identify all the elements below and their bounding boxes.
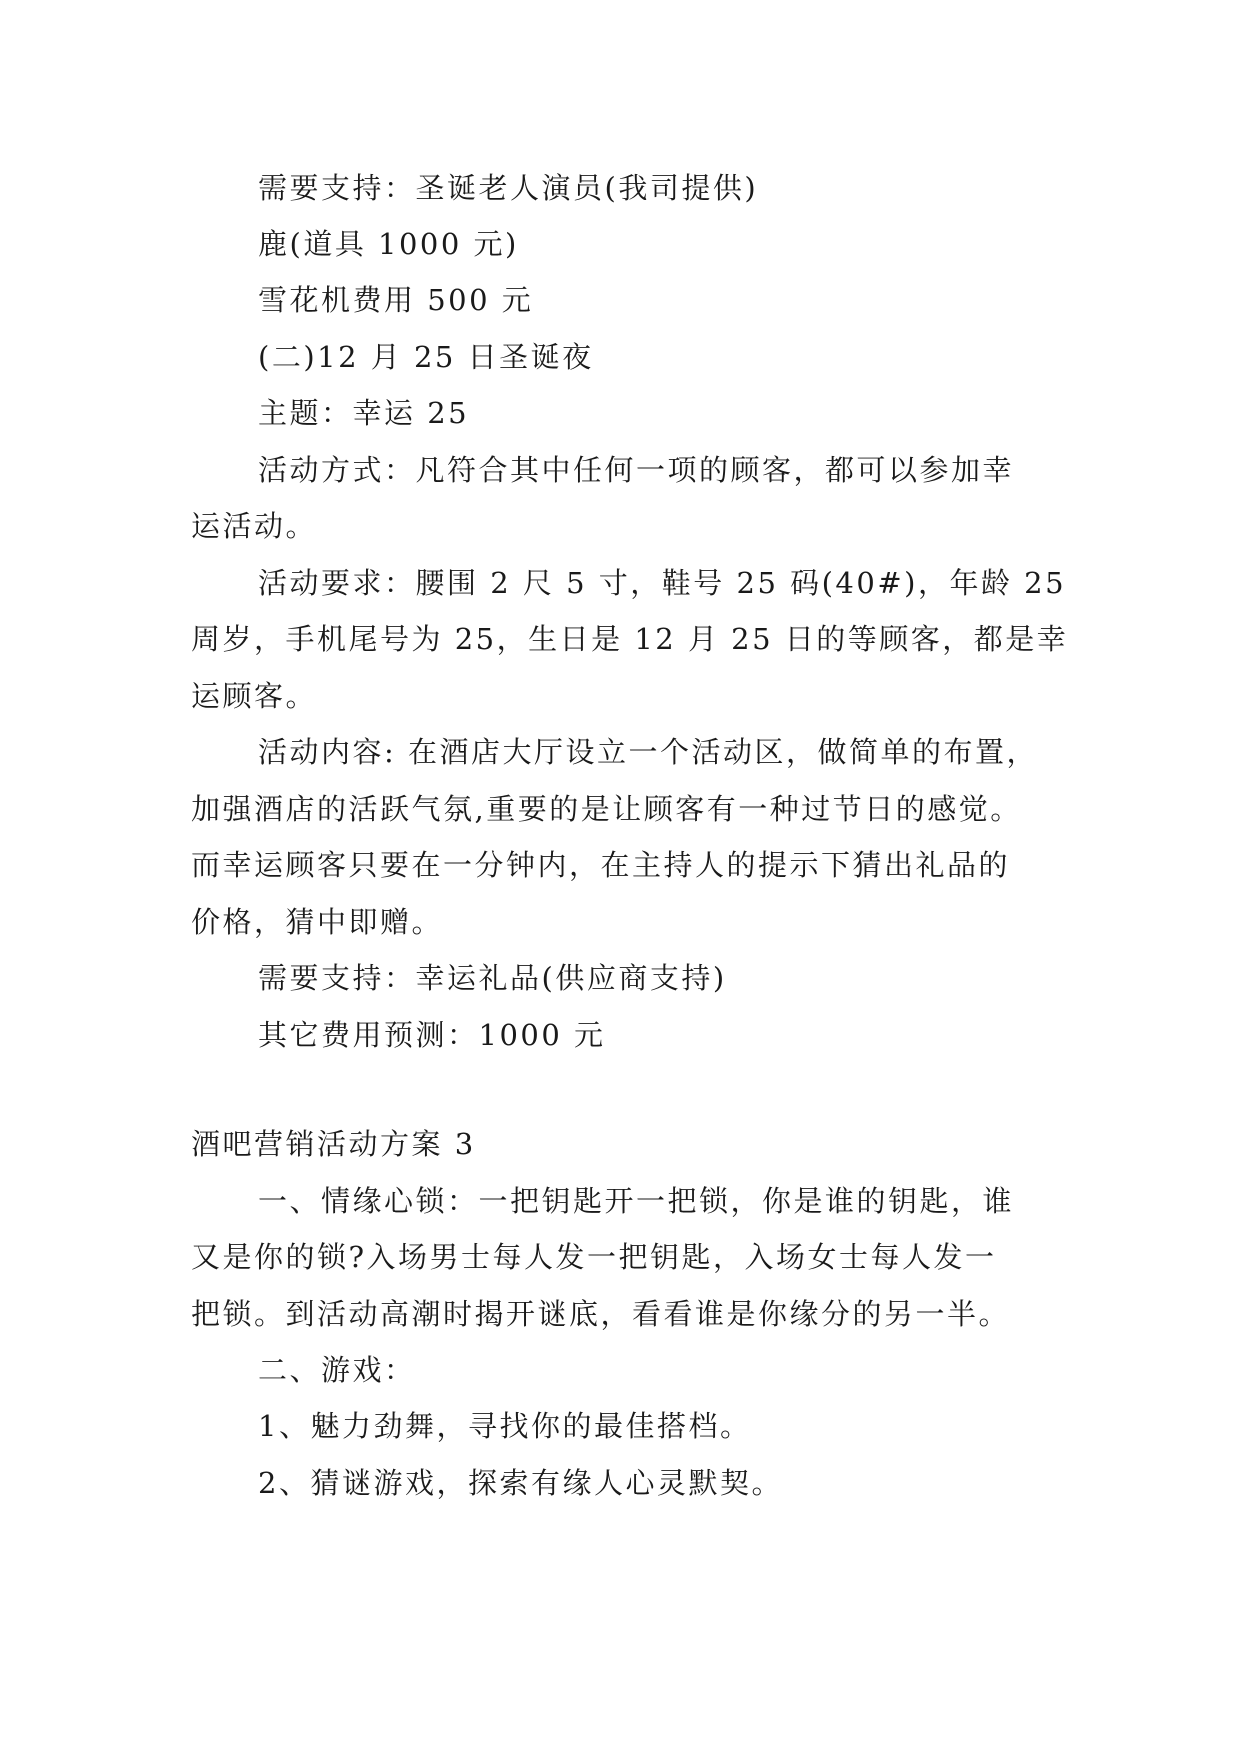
text-line: 需要支持：圣诞老人演员(我司提供) <box>258 171 759 205</box>
text-line: 主题：幸运 25 <box>258 396 470 430</box>
text-line: 周岁，手机尾号为 25，生日是 12 月 25 日的等顾客，都是幸 <box>191 622 1069 656</box>
text-line: 活动方式：凡符合其中任何一项的顾客，都可以参加幸 <box>258 453 1015 487</box>
text-line: 价格，猜中即赠。 <box>191 905 444 939</box>
text-line: 运顾客。 <box>191 679 318 713</box>
section-heading: 酒吧营销活动方案 3 <box>191 1127 476 1161</box>
text-line: 活动内容: 在酒店大厅设立一个活动区，做简单的布置， <box>258 735 1038 769</box>
text-line: 其它费用预测：1000 元 <box>258 1018 606 1052</box>
text-line: 活动要求：腰围 2 尺 5 寸，鞋号 25 码(40#)，年龄 25 <box>258 566 1067 600</box>
text-line: 鹿(道具 1000 元) <box>258 227 519 261</box>
text-line: 二、游戏： <box>258 1353 416 1387</box>
text-line: 雪花机费用 500 元 <box>258 283 534 317</box>
text-line: 运活动。 <box>191 509 318 543</box>
text-line: 1、魅力劲舞，寻找你的最佳搭档。 <box>258 1409 752 1443</box>
text-line: 2、猜谜游戏，探索有缘人心灵默契。 <box>258 1466 783 1500</box>
text-line: 把锁。到活动高潮时揭开谜底，看看谁是你缘分的另一半。 <box>191 1297 1011 1331</box>
text-line: (二)12 月 25 日圣诞夜 <box>258 340 594 374</box>
text-line: 需要支持：幸运礼品(供应商支持) <box>258 961 727 995</box>
text-line: 而幸运顾客只要在一分钟内，在主持人的提示下猜出礼品的 <box>191 848 1011 882</box>
text-line: 加强酒店的活跃气氛,重要的是让顾客有一种过节日的感觉。 <box>191 792 1022 826</box>
text-line: 又是你的锁?入场男士每人发一把钥匙，入场女士每人发一 <box>191 1240 997 1274</box>
text-line: 一、情缘心锁：一把钥匙开一把锁，你是谁的钥匙，谁 <box>258 1184 1015 1218</box>
